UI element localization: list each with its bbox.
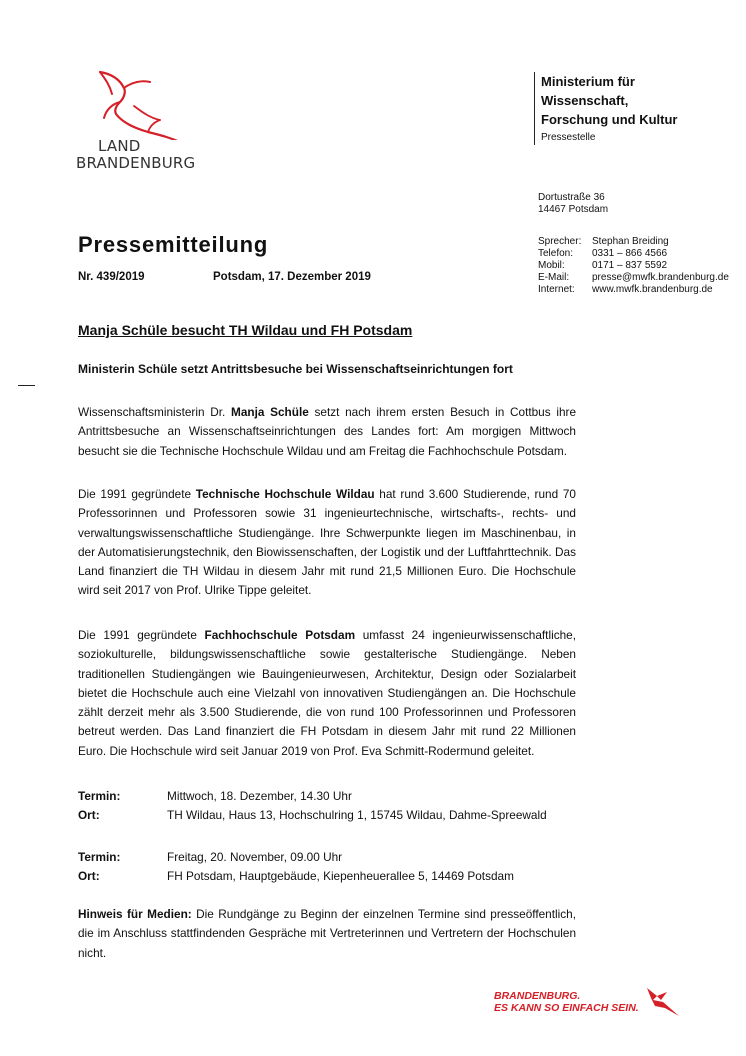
paragraph-text: hat rund 3.600 Studierende, rund 70 Professorinnen und Professoren sowie 31 ingenieurtechnische, wirtschafts-, rechts- und verwaltungswissenschaftliche Studiengänge. Ihre Schwerpunkte liegen im Maschinenbau, in der Automatisierungstechnik, den Biowissenschaften, der Logistik und der Luftfahrttechnik. Das Land finanziert die TH Wildau in diesem Jahr mit rund 21,5 Millionen Euro. Die Hochschule wird seit 2017 von Prof. Ulrike Tippe geleitet. bbox=[78, 487, 576, 598]
document-title: Pressemitteilung bbox=[78, 232, 269, 257]
contact-value: Stephan Breiding bbox=[592, 236, 669, 247]
hint-label: Hinweis für Medien: bbox=[78, 907, 192, 921]
address-city: 14467 Potsdam bbox=[538, 204, 609, 215]
paragraph-bold: Fachhochschule Potsdam bbox=[204, 628, 356, 642]
termin-label: Termin: bbox=[78, 789, 121, 803]
logo-land-text: LAND bbox=[98, 137, 141, 155]
slogan-line: BRANDENBURG. bbox=[494, 990, 581, 1002]
contact-row bbox=[538, 236, 729, 248]
paragraph-bold: Manja Schüle bbox=[231, 405, 309, 419]
termin-value: Mittwoch, 18. Dezember, 14.30 Uhr bbox=[167, 789, 352, 803]
event-ort-row bbox=[78, 806, 547, 824]
contact-email[interactable]: presse@mwfk.brandenburg.de bbox=[592, 272, 729, 283]
event-termin-row bbox=[78, 848, 342, 866]
media-hint bbox=[78, 905, 576, 963]
paragraph bbox=[78, 403, 576, 461]
contact-row bbox=[538, 272, 729, 284]
contact-website[interactable]: www.mwfk.brandenburg.de bbox=[592, 284, 713, 295]
ministry-header bbox=[534, 72, 677, 145]
ministry-line: Wissenschaft, bbox=[541, 93, 629, 108]
paragraph-text: Wissenschaftsministerin Dr. bbox=[78, 405, 231, 419]
event-termin-row bbox=[78, 787, 352, 805]
paragraph-text: umfasst 24 ingenieurwissenschaftliche, soziokulturelle, bildungswissenschaftliche sowie gestalterische Studiengänge. Neben traditionellen Studiengängen wie Bauingenieurwesen, Architektur, Design oder Sozialarbeit bietet die Hochschule auch eine Vielzahl von innovativen Studiengängen an. Die Hochschule zählt derzeit mehr als 3.500 Studierende, die von rund 100 Professorinnen und Professoren betreut werden. Das Land finanziert die FH Potsdam in diesem Jahr mit rund 22 Millionen Euro. Die Hochschule wird seit Januar 2019 von Prof. Eva Schmitt-Rodermund geleitet. bbox=[78, 628, 576, 758]
logo-brandenburg-text: BRANDENBURG bbox=[76, 154, 196, 172]
contact-row bbox=[538, 284, 729, 296]
paragraph-text: Die 1991 gegründete bbox=[78, 628, 205, 642]
land-brandenburg-logo bbox=[76, 68, 216, 178]
termin-label: Termin: bbox=[78, 850, 121, 864]
address-block bbox=[538, 192, 608, 216]
paragraph bbox=[78, 626, 576, 761]
ort-label: Ort: bbox=[78, 869, 100, 883]
ort-label: Ort: bbox=[78, 808, 100, 822]
termin-value: Freitag, 20. November, 09.00 Uhr bbox=[167, 850, 343, 864]
document-number: Nr. 439/2019 bbox=[78, 271, 145, 283]
contact-label: Internet: bbox=[538, 284, 575, 295]
contact-label: E-Mail: bbox=[538, 272, 570, 283]
ministry-line: Forschung und Kultur bbox=[541, 112, 678, 127]
contact-row bbox=[538, 248, 729, 260]
fold-mark bbox=[18, 385, 35, 386]
paragraph-text: Die 1991 gegründete bbox=[78, 487, 196, 501]
contact-value: 0331 – 866 4566 bbox=[592, 248, 668, 259]
document-date: Potsdam, 17. Dezember 2019 bbox=[213, 271, 371, 283]
paragraph-bold: Technische Hochschule Wildau bbox=[195, 487, 375, 501]
contact-value: 0171 – 837 5592 bbox=[592, 260, 668, 271]
event-ort-row bbox=[78, 867, 514, 885]
press-office: Pressestelle bbox=[541, 132, 596, 143]
eagle-icon bbox=[643, 986, 683, 1020]
contact-label: Mobil: bbox=[538, 260, 565, 271]
address-street: Dortustraße 36 bbox=[538, 192, 605, 203]
paragraph bbox=[78, 485, 576, 601]
paragraph-text: setzt nach ihrem ersten Besuch in Cottbus ihre Antrittsbesuche an Wissenschaftseinrichtungen des Landes fort: Am morgigen Mittwoch besucht sie die Technische Hochschule Wildau und am Freitag die Fachhochschule Potsdam. bbox=[78, 405, 577, 458]
contact-label: Sprecher: bbox=[538, 236, 582, 247]
ort-value: TH Wildau, Haus 13, Hochschulring 1, 15745 Wildau, Dahme-Spreewald bbox=[167, 808, 547, 822]
contact-row bbox=[538, 260, 729, 272]
contact-block bbox=[538, 236, 729, 296]
ort-value: FH Potsdam, Hauptgebäude, Kiepenheuerallee 5, 14469 Potsdam bbox=[167, 869, 514, 883]
contact-label: Telefon: bbox=[538, 248, 574, 259]
slogan-line: ES KANN SO EINFACH SEIN. bbox=[494, 1002, 639, 1014]
headline: Manja Schüle besucht TH Wildau und FH Potsdam bbox=[78, 322, 413, 338]
subheadline: Ministerin Schüle setzt Antrittsbesuche bei Wissenschaftseinrichtungen fort bbox=[78, 362, 513, 376]
slogan bbox=[494, 990, 639, 1014]
eagle-icon bbox=[90, 68, 190, 140]
ministry-line: Ministerium für bbox=[541, 74, 635, 89]
hint-text: Die Rundgänge zu Beginn der einzelnen Termine sind presseöffentlich, die im Anschluss stattfindenden Gespräche mit Vertreterinnen und Vertretern der Hochschulen nicht. bbox=[78, 907, 576, 960]
